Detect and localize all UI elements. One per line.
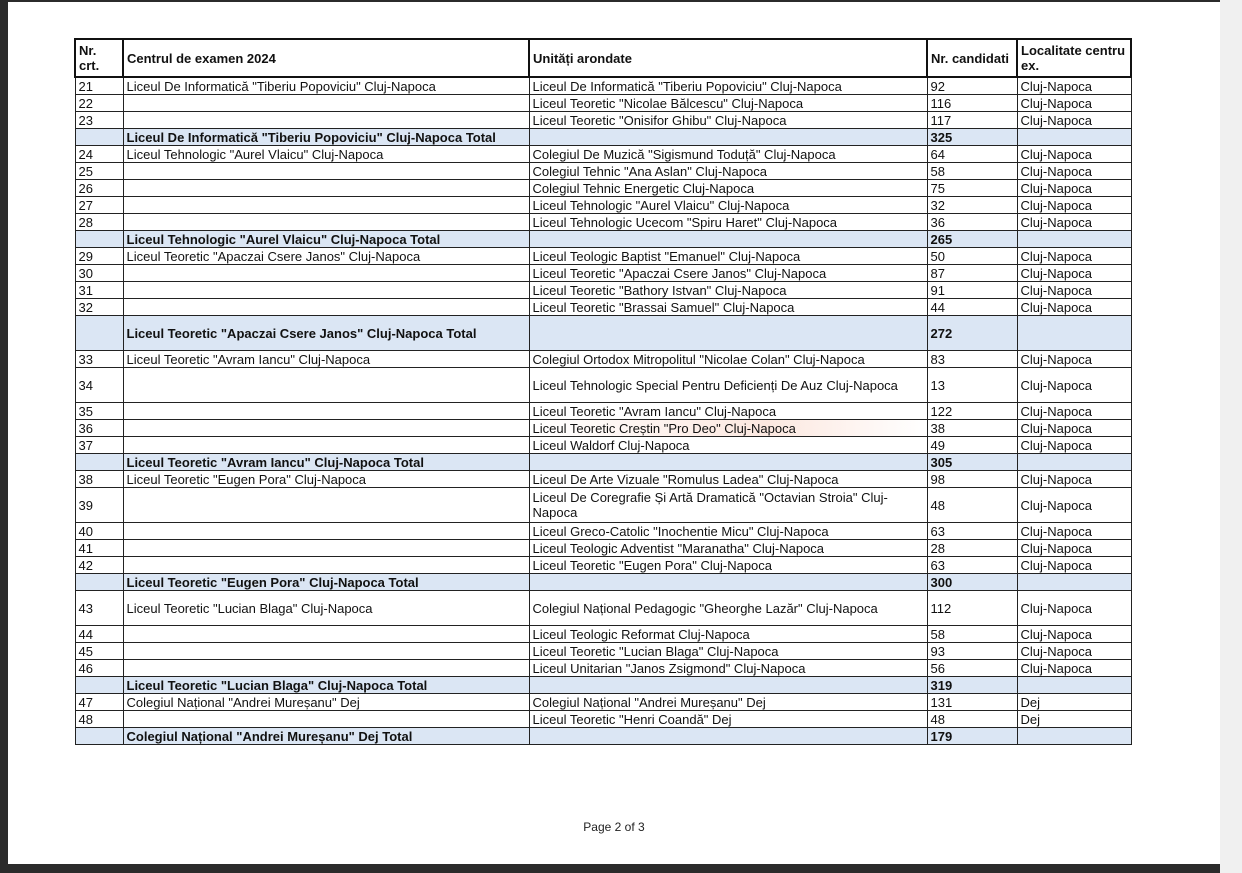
table-row	[75, 660, 1131, 677]
row-assigned-unit: Liceul Teoretic "Brassai Samuel" Cluj-Napoca	[529, 299, 927, 316]
table-row	[75, 299, 1131, 316]
row-nr: 35	[75, 403, 123, 420]
row-locality: Cluj-Napoca	[1017, 163, 1131, 180]
total-nr-cell	[75, 316, 123, 351]
row-assigned-unit: Liceul Teoretic "Nicolae Bălcescu" Cluj-Napoca	[529, 95, 927, 112]
row-exam-center	[123, 626, 529, 643]
total-candidates: 300	[927, 574, 1017, 591]
table-row	[75, 214, 1131, 231]
row-locality: Cluj-Napoca	[1017, 557, 1131, 574]
row-nr: 23	[75, 112, 123, 129]
row-locality: Cluj-Napoca	[1017, 146, 1131, 163]
total-candidates: 325	[927, 129, 1017, 146]
row-candidates: 56	[927, 660, 1017, 677]
row-assigned-unit: Colegiul Tehnic Energetic Cluj-Napoca	[529, 180, 927, 197]
total-row	[75, 231, 1131, 248]
row-candidates: 122	[927, 403, 1017, 420]
row-nr: 21	[75, 77, 123, 95]
row-exam-center: Liceul Teoretic "Avram Iancu" Cluj-Napoca	[123, 351, 529, 368]
row-exam-center	[123, 540, 529, 557]
row-assigned-unit: Liceul Teoretic "Lucian Blaga" Cluj-Napoca	[529, 643, 927, 660]
table-row	[75, 112, 1131, 129]
row-locality: Cluj-Napoca	[1017, 265, 1131, 282]
row-nr: 42	[75, 557, 123, 574]
row-nr: 24	[75, 146, 123, 163]
table-row	[75, 197, 1131, 214]
total-label: Liceul De Informatică "Tiberiu Popoviciu" Cluj-Napoca Total	[123, 129, 529, 146]
row-locality: Cluj-Napoca	[1017, 112, 1131, 129]
row-locality: Cluj-Napoca	[1017, 299, 1131, 316]
header-candidates: Nr. candidati	[927, 39, 1017, 77]
row-exam-center	[123, 523, 529, 540]
row-candidates: 48	[927, 711, 1017, 728]
row-assigned-unit: Liceul Greco-Catolic "Inochentie Micu" Cluj-Napoca	[529, 523, 927, 540]
row-locality: Cluj-Napoca	[1017, 248, 1131, 265]
header-nr-crt: Nr. crt.	[75, 39, 123, 77]
page-number: Page 2 of 3	[583, 820, 645, 834]
total-nr-cell	[75, 129, 123, 146]
row-exam-center: Liceul Tehnologic "Aurel Vlaicu" Cluj-Napoca	[123, 146, 529, 163]
total-row	[75, 129, 1131, 146]
total-row	[75, 677, 1131, 694]
table-row	[75, 488, 1131, 523]
row-nr: 38	[75, 471, 123, 488]
row-exam-center	[123, 163, 529, 180]
exam-centers-table-wrapper	[74, 38, 1130, 745]
row-candidates: 28	[927, 540, 1017, 557]
total-candidates: 265	[927, 231, 1017, 248]
row-nr: 43	[75, 591, 123, 626]
row-candidates: 64	[927, 146, 1017, 163]
total-nr-cell	[75, 231, 123, 248]
row-locality: Cluj-Napoca	[1017, 591, 1131, 626]
window-edge	[1220, 0, 1242, 873]
row-assigned-unit: Colegiul Ortodox Mitropolitul "Nicolae Colan" Cluj-Napoca	[529, 351, 927, 368]
total-label: Liceul Teoretic "Avram Iancu" Cluj-Napoca Total	[123, 454, 529, 471]
table-row	[75, 368, 1131, 403]
row-exam-center: Liceul Teoretic "Lucian Blaga" Cluj-Napoca	[123, 591, 529, 626]
row-candidates: 117	[927, 112, 1017, 129]
row-exam-center	[123, 214, 529, 231]
row-exam-center	[123, 299, 529, 316]
row-nr: 47	[75, 694, 123, 711]
row-assigned-unit: Liceul De Coregrafie Și Artă Dramatică "Octavian Stroia" Cluj-Napoca	[529, 488, 927, 523]
total-candidates: 319	[927, 677, 1017, 694]
total-candidates: 305	[927, 454, 1017, 471]
table-row	[75, 557, 1131, 574]
row-assigned-unit: Colegiul De Muzică "Sigismund Toduță" Cluj-Napoca	[529, 146, 927, 163]
row-locality: Cluj-Napoca	[1017, 488, 1131, 523]
total-locality-cell	[1017, 574, 1131, 591]
row-exam-center	[123, 488, 529, 523]
row-nr: 45	[75, 643, 123, 660]
row-nr: 39	[75, 488, 123, 523]
row-candidates: 116	[927, 95, 1017, 112]
row-exam-center	[123, 180, 529, 197]
row-exam-center: Colegiul Național "Andrei Mureșanu" Dej	[123, 694, 529, 711]
total-unit-cell	[529, 677, 927, 694]
row-locality: Cluj-Napoca	[1017, 95, 1131, 112]
total-nr-cell	[75, 454, 123, 471]
row-assigned-unit: Liceul Teoretic "Onisifor Ghibu" Cluj-Napoca	[529, 112, 927, 129]
total-candidates: 179	[927, 728, 1017, 745]
row-exam-center: Liceul Teoretic "Apaczai Csere Janos" Cluj-Napoca	[123, 248, 529, 265]
row-nr: 40	[75, 523, 123, 540]
total-label: Liceul Teoretic "Lucian Blaga" Cluj-Napoca Total	[123, 677, 529, 694]
total-row	[75, 728, 1131, 745]
row-nr: 44	[75, 626, 123, 643]
row-nr: 31	[75, 282, 123, 299]
total-unit-cell	[529, 129, 927, 146]
row-assigned-unit: Liceul De Arte Vizuale "Romulus Ladea" Cluj-Napoca	[529, 471, 927, 488]
header-locality: Localitate centru ex.	[1017, 39, 1131, 77]
row-candidates: 48	[927, 488, 1017, 523]
row-candidates: 87	[927, 265, 1017, 282]
row-locality: Cluj-Napoca	[1017, 420, 1131, 437]
row-nr: 22	[75, 95, 123, 112]
row-locality: Cluj-Napoca	[1017, 368, 1131, 403]
row-candidates: 58	[927, 163, 1017, 180]
table-row	[75, 711, 1131, 728]
row-nr: 32	[75, 299, 123, 316]
row-assigned-unit: Liceul Teologic Adventist "Maranatha" Cluj-Napoca	[529, 540, 927, 557]
row-candidates: 131	[927, 694, 1017, 711]
row-locality: Cluj-Napoca	[1017, 626, 1131, 643]
total-unit-cell	[529, 231, 927, 248]
row-exam-center: Liceul De Informatică "Tiberiu Popoviciu" Cluj-Napoca	[123, 77, 529, 95]
row-candidates: 50	[927, 248, 1017, 265]
table-row	[75, 282, 1131, 299]
row-exam-center	[123, 660, 529, 677]
row-nr: 30	[75, 265, 123, 282]
row-candidates: 44	[927, 299, 1017, 316]
table-row	[75, 471, 1131, 488]
table-row	[75, 95, 1131, 112]
row-nr: 27	[75, 197, 123, 214]
table-row	[75, 420, 1131, 437]
table-row	[75, 523, 1131, 540]
row-locality: Cluj-Napoca	[1017, 471, 1131, 488]
row-assigned-unit: Liceul Tehnologic Ucecom "Spiru Haret" Cluj-Napoca	[529, 214, 927, 231]
total-unit-cell	[529, 316, 927, 351]
row-assigned-unit: Liceul Tehnologic Special Pentru Deficienți De Auz Cluj-Napoca	[529, 368, 927, 403]
row-assigned-unit: Liceul Teologic Reformat Cluj-Napoca	[529, 626, 927, 643]
row-locality: Cluj-Napoca	[1017, 643, 1131, 660]
row-candidates: 92	[927, 77, 1017, 95]
row-candidates: 98	[927, 471, 1017, 488]
total-locality-cell	[1017, 316, 1131, 351]
row-nr: 28	[75, 214, 123, 231]
row-candidates: 36	[927, 214, 1017, 231]
row-assigned-unit: Liceul Teoretic "Bathory Istvan" Cluj-Napoca	[529, 282, 927, 299]
table-row	[75, 626, 1131, 643]
row-candidates: 63	[927, 557, 1017, 574]
total-locality-cell	[1017, 231, 1131, 248]
row-locality: Cluj-Napoca	[1017, 197, 1131, 214]
document-page	[8, 2, 1220, 864]
table-row	[75, 265, 1131, 282]
table-row	[75, 643, 1131, 660]
total-locality-cell	[1017, 728, 1131, 745]
total-nr-cell	[75, 677, 123, 694]
table-body	[75, 77, 1131, 745]
table-header-row	[75, 39, 1131, 77]
row-locality: Cluj-Napoca	[1017, 282, 1131, 299]
total-nr-cell	[75, 574, 123, 591]
row-nr: 48	[75, 711, 123, 728]
row-assigned-unit: Colegiul Tehnic "Ana Aslan" Cluj-Napoca	[529, 163, 927, 180]
row-assigned-unit: Colegiul Național "Andrei Mureșanu" Dej	[529, 694, 927, 711]
row-exam-center	[123, 95, 529, 112]
row-assigned-unit: Liceul Teoretic "Eugen Pora" Cluj-Napoca	[529, 557, 927, 574]
table-row	[75, 77, 1131, 95]
total-label: Liceul Tehnologic "Aurel Vlaicu" Cluj-Napoca Total	[123, 231, 529, 248]
total-locality-cell	[1017, 454, 1131, 471]
row-assigned-unit: Liceul Teoretic "Avram Iancu" Cluj-Napoca	[529, 403, 927, 420]
row-assigned-unit: Liceul Teologic Baptist "Emanuel" Cluj-Napoca	[529, 248, 927, 265]
row-exam-center	[123, 368, 529, 403]
total-unit-cell	[529, 454, 927, 471]
table-row	[75, 591, 1131, 626]
total-label: Colegiul Național "Andrei Mureșanu" Dej Total	[123, 728, 529, 745]
row-candidates: 38	[927, 420, 1017, 437]
row-exam-center	[123, 282, 529, 299]
total-row	[75, 316, 1131, 351]
row-locality: Cluj-Napoca	[1017, 523, 1131, 540]
total-locality-cell	[1017, 129, 1131, 146]
row-locality: Cluj-Napoca	[1017, 180, 1131, 197]
row-nr: 41	[75, 540, 123, 557]
row-nr: 37	[75, 437, 123, 454]
total-row	[75, 574, 1131, 591]
header-assigned-units: Unități arondate	[529, 39, 927, 77]
row-candidates: 75	[927, 180, 1017, 197]
row-candidates: 63	[927, 523, 1017, 540]
exam-centers-table	[74, 38, 1132, 745]
row-locality: Cluj-Napoca	[1017, 437, 1131, 454]
row-assigned-unit: Liceul Tehnologic "Aurel Vlaicu" Cluj-Napoca	[529, 197, 927, 214]
row-exam-center	[123, 265, 529, 282]
row-candidates: 49	[927, 437, 1017, 454]
row-nr: 29	[75, 248, 123, 265]
row-candidates: 32	[927, 197, 1017, 214]
row-locality: Dej	[1017, 694, 1131, 711]
row-exam-center	[123, 711, 529, 728]
row-exam-center	[123, 197, 529, 214]
row-assigned-unit: Liceul Unitarian "Janos Zsigmond" Cluj-Napoca	[529, 660, 927, 677]
total-nr-cell	[75, 728, 123, 745]
row-nr: 26	[75, 180, 123, 197]
row-exam-center	[123, 403, 529, 420]
total-label: Liceul Teoretic "Apaczai Csere Janos" Cluj-Napoca Total	[123, 316, 529, 351]
row-candidates: 83	[927, 351, 1017, 368]
total-unit-cell	[529, 574, 927, 591]
row-locality: Dej	[1017, 711, 1131, 728]
table-row	[75, 248, 1131, 265]
table-row	[75, 694, 1131, 711]
row-assigned-unit: Liceul Teoretic Creștin "Pro Deo" Cluj-Napoca	[529, 420, 927, 437]
table-row	[75, 403, 1131, 420]
row-candidates: 93	[927, 643, 1017, 660]
total-locality-cell	[1017, 677, 1131, 694]
total-candidates: 272	[927, 316, 1017, 351]
row-nr: 34	[75, 368, 123, 403]
total-label: Liceul Teoretic "Eugen Pora" Cluj-Napoca Total	[123, 574, 529, 591]
total-unit-cell	[529, 728, 927, 745]
row-assigned-unit: Colegiul Național Pedagogic "Gheorghe Lazăr" Cluj-Napoca	[529, 591, 927, 626]
row-nr: 36	[75, 420, 123, 437]
row-locality: Cluj-Napoca	[1017, 351, 1131, 368]
row-nr: 46	[75, 660, 123, 677]
row-exam-center	[123, 557, 529, 574]
row-locality: Cluj-Napoca	[1017, 214, 1131, 231]
row-candidates: 13	[927, 368, 1017, 403]
row-exam-center	[123, 437, 529, 454]
table-row	[75, 540, 1131, 557]
table-row	[75, 180, 1131, 197]
table-row	[75, 146, 1131, 163]
table-row	[75, 163, 1131, 180]
row-locality: Cluj-Napoca	[1017, 403, 1131, 420]
row-nr: 33	[75, 351, 123, 368]
row-assigned-unit: Liceul Teoretic "Henri Coandă" Dej	[529, 711, 927, 728]
row-exam-center	[123, 643, 529, 660]
total-row	[75, 454, 1131, 471]
table-row	[75, 351, 1131, 368]
row-locality: Cluj-Napoca	[1017, 77, 1131, 95]
row-exam-center	[123, 112, 529, 129]
row-assigned-unit: Liceul Teoretic "Apaczai Csere Janos" Cluj-Napoca	[529, 265, 927, 282]
row-exam-center	[123, 420, 529, 437]
table-row	[75, 437, 1131, 454]
row-candidates: 58	[927, 626, 1017, 643]
row-candidates: 112	[927, 591, 1017, 626]
row-assigned-unit: Liceul De Informatică "Tiberiu Popoviciu" Cluj-Napoca	[529, 77, 927, 95]
row-exam-center: Liceul Teoretic "Eugen Pora" Cluj-Napoca	[123, 471, 529, 488]
row-locality: Cluj-Napoca	[1017, 540, 1131, 557]
row-locality: Cluj-Napoca	[1017, 660, 1131, 677]
header-exam-center: Centrul de examen 2024	[123, 39, 529, 77]
row-assigned-unit: Liceul Waldorf Cluj-Napoca	[529, 437, 927, 454]
row-nr: 25	[75, 163, 123, 180]
row-candidates: 91	[927, 282, 1017, 299]
